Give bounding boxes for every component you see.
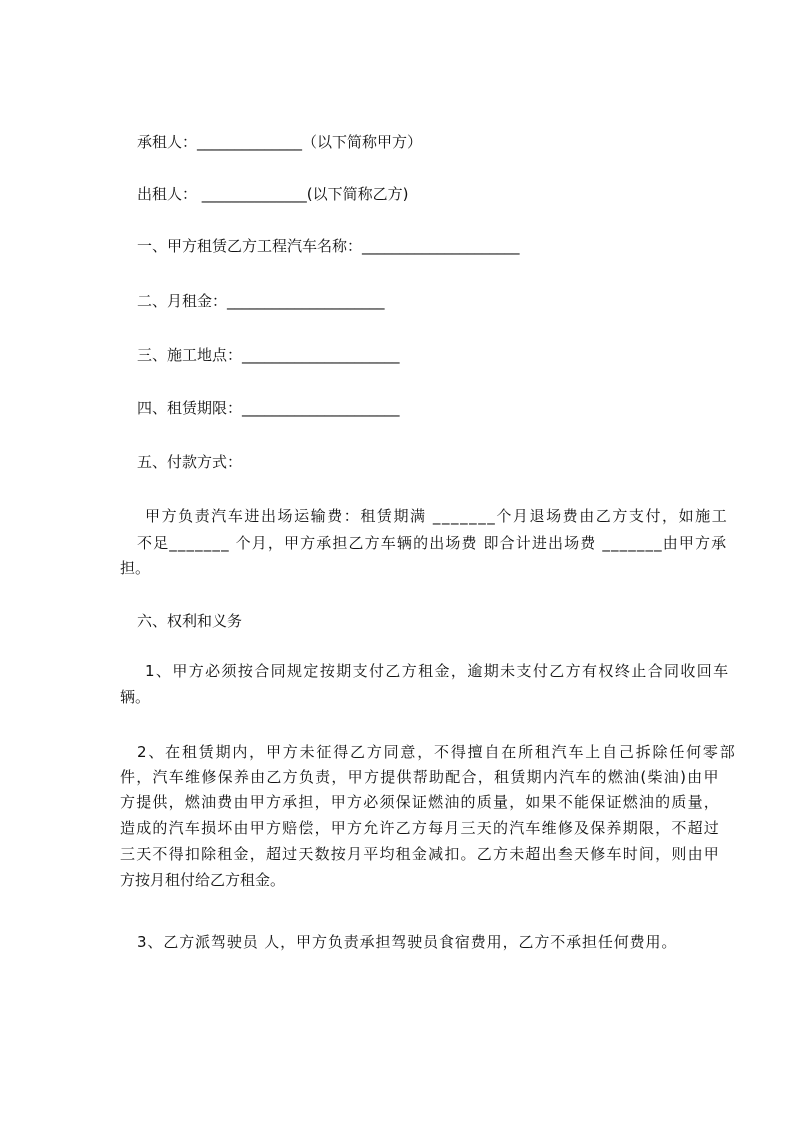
clause-rights-heading: 六、权利和义务 — [137, 612, 243, 630]
clause-vehicle-name: 一、甲方租赁乙方工程汽车名称：_____________________ — [137, 237, 520, 255]
rights-item-2-line: 方按月租付给乙方租金。 — [120, 871, 286, 889]
rights-item-2-line: 件，汽车维修保养由乙方负责，甲方提供帮助配合，租赁期内汽车的燃油(柴油)由甲 — [120, 768, 720, 786]
payment-text-line: 担。 — [120, 559, 151, 577]
rights-item-1-line: 1、甲方必须按合同规定按期支付乙方租金，逾期未支付乙方有权终止合同收回车 — [145, 662, 730, 680]
clause-monthly-rent: 二、月租金：_____________________ — [137, 292, 385, 310]
rights-item-3: 3、乙方派驾驶员 人，甲方负责承担驾驶员食宿费用，乙方不承担任何费用。 — [137, 933, 678, 951]
rights-item-2-line: 2、在租赁期内，甲方未征得乙方同意，不得擅自在所租汽车上自己拆除任何零部 — [137, 743, 737, 761]
rights-item-2-line: 方提供，燃油费由甲方承担，甲方必须保证燃油的质量，如果不能保证燃油的质量， — [120, 793, 721, 811]
payment-text-line: 甲方负责汽车进出场运输费：租赁期满 _______个月退场费由乙方支付，如施工 — [145, 507, 729, 525]
lessor-line: 出租人： ______________(以下简称乙方) — [137, 185, 409, 203]
clause-term: 四、租赁期限：_____________________ — [137, 399, 400, 417]
rights-item-2-line: 三天不得扣除租金，超过天数按月平均租金减扣。乙方未超出叁天修车时间，则由甲 — [120, 845, 721, 863]
rights-item-1-line: 辆。 — [120, 688, 151, 706]
rights-item-2-line: 造成的汽车损坏由甲方赔偿，甲方允许乙方每月三天的汽车维修及保养期限，不超过 — [120, 819, 721, 837]
clause-payment: 五、付款方式： — [137, 453, 243, 471]
lessee-line: 承租人：______________（以下简称甲方） — [137, 133, 423, 151]
payment-text-line: 不足_______ 个月，甲方承担乙方车辆的出场费 即合计进出场费 _______由甲方承 — [137, 534, 728, 552]
clause-site: 三、施工地点：_____________________ — [137, 346, 400, 364]
